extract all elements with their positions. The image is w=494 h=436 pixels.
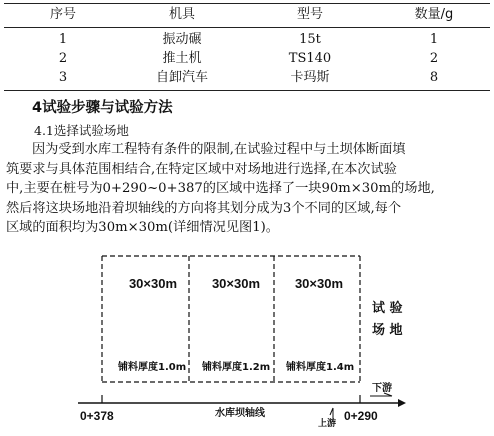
cell-quantity: 1 <box>429 32 439 47</box>
site-layout-figure <box>0 240 494 436</box>
subsection-heading: 4.1选择试验场地 <box>34 123 129 138</box>
cell-index: 2 <box>58 51 68 66</box>
cell-index: 3 <box>58 70 68 85</box>
left-station-label: 0+378 <box>80 409 114 423</box>
paragraph-line: 筑要求与具体范围相结合,在特定区域中对场地进行选择,在本次试验 <box>6 161 397 177</box>
cell-quantity: 8 <box>429 70 439 85</box>
paragraph-line: 区域的面积均为30m×30m(详细情况见图1)。 <box>6 220 279 235</box>
cell-equipment: 推土机 <box>162 51 202 66</box>
right-station-label: 0+290 <box>344 409 378 423</box>
body-paragraph <box>6 140 490 238</box>
zone-2-thickness: 铺料厚度1.2m <box>202 362 271 373</box>
cell-quantity: 2 <box>429 51 439 66</box>
zone-1-thickness: 铺料厚度1.0m <box>118 362 187 373</box>
cell-model: 卡玛斯 <box>290 70 330 85</box>
zone-1-dims: 30×30m <box>128 276 178 291</box>
site-label-line2: 场 地 <box>372 323 403 338</box>
dam-axis-line <box>78 399 406 407</box>
cell-equipment: 自卸汽车 <box>155 70 208 85</box>
header-equipment: 机具 <box>168 7 195 22</box>
table-header-rule <box>4 27 490 28</box>
site-label-line1: 试 验 <box>372 301 403 316</box>
paragraph-line: 然后将这块场地沿着坝轴线的方向将其划分成为3个不同的区域,每个 <box>6 200 402 216</box>
header-index: 序号 <box>49 7 76 22</box>
downstream-label: 下游 <box>372 383 392 394</box>
zone-3-dims: 30×30m <box>294 276 344 291</box>
paragraph-line: 中,主要在桩号为0+290~0+387的区域中选择了一块90m×30m的场地, <box>6 181 435 196</box>
table-top-rule <box>4 3 490 4</box>
cell-model: TS140 <box>288 51 332 66</box>
zone-2-dims: 30×30m <box>211 276 261 291</box>
zone-3-thickness: 铺料厚度1.4m <box>286 362 355 373</box>
paragraph-line: 因为受到水库工程特有条件的限制,在试验过程中与土坝体断面填 <box>32 142 406 157</box>
cell-equipment: 振动碾 <box>162 32 202 47</box>
cell-index: 1 <box>58 32 68 47</box>
table-bottom-rule <box>4 90 490 91</box>
header-model: 型号 <box>296 7 323 22</box>
upstream-label: 上游 <box>318 419 337 429</box>
header-quantity: 数量/g <box>414 7 454 22</box>
cell-model: 15t <box>299 32 321 47</box>
dam-axis-label: 水库坝轴线 <box>215 408 265 419</box>
section-heading: 4试验步骤与试验方法 <box>32 100 173 116</box>
